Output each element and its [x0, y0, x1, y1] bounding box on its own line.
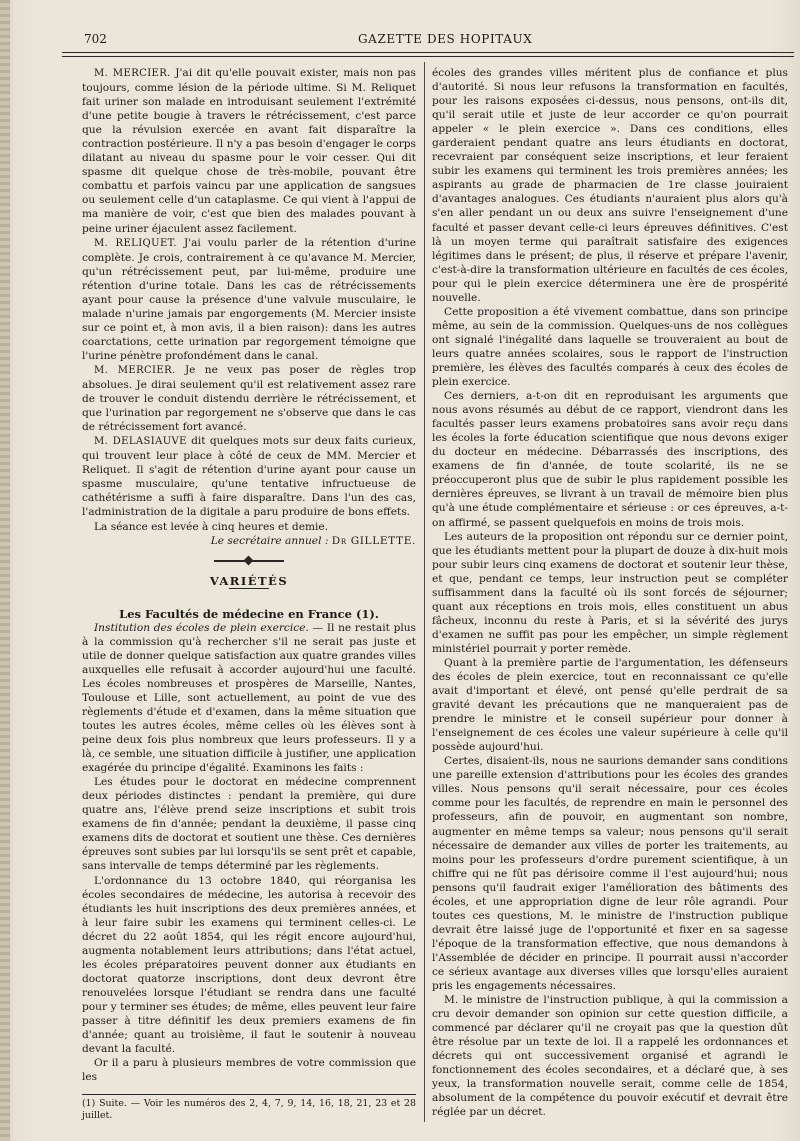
signature-name: Dr GILLETTE.	[331, 534, 416, 547]
paragraph: Les auteurs de la proposition ont répondu sur ce dernier point, que les étudiants mettent pour la plupart de douze à dix-huit mois pour subir leurs cinq examens de doctorat et soutenir leur thèse, et que, pendant ce temps, leur instruction peut se compléter suffisamment dans la faculté où ils sont forcés de séjourner; quant aux réceptions en trois mois, elles constituent un abus fâcheux, inconnu du reste à Paris, et si la sévérité des jurys d'examen ne suffit pas pour les empêcher, un simple règlement ministériel pourrait y porter remède.	[432, 530, 788, 655]
paragraph-text: J'ai dit qu'elle pouvait exister, mais non pas toujours, comme lésion de la période ultime. Si M. Reliquet fait uriner son malade en introduisant seulement l'extrémité d'une petite bougie à travers le rétrécissement, c'est parce que la révulsion exercée en avant fait disparaître la contraction postérieure. Il n'y a pas besoin d'engager le corps dilatant au niveau du spasme pour le voir cesser. Qui dit spasme dit quelque chose de très-mobile, pouvant être combattu et parfois vaincu par une application de sangsues ou seulement celle d'un cataplasme. Ce qui vient à l'appui de ma manière de voir, c'est que bien des malades pouvant à peine uriner éjaculent assez facilement.	[82, 67, 416, 235]
paragraph-text: Je ne veux pas poser de règles trop absolues. Je dirai seulement qu'il est relativement assez rare de trouver le conduit distendu derrière le rétrécissement, et que l'urination par regorgement ne s'observe que dans le cas de rétrécissement fort avancé.	[82, 363, 416, 434]
paragraph	[82, 363, 416, 434]
paragraph: Or il a paru à plusieurs membres de votre commission que les	[82, 1057, 416, 1084]
page-binding-edge	[0, 0, 10, 1141]
left-column	[82, 66, 416, 1122]
footnote-rule	[82, 1094, 416, 1095]
section-title: VARIÉTÉS	[209, 573, 289, 588]
paragraph	[82, 434, 416, 519]
closing-line: La séance est levée à cinq heures et demie.	[94, 520, 329, 533]
paragraph: Cette proposition a été vivement combattue, dans son principe même, au sein de la commission. Quelques-uns de nos collègues ont signalé l'inégalité dans laquelle se trouveraient au bout de leurs quatre années scolaires, sous le rapport de l'instruction première, les élèves des facultés comparés à ceux des écoles de plein exercice.	[432, 305, 788, 389]
paragraph: Les études pour le doctorat en médecine comprennent deux périodes distinctes : pendant la première, qui dure quatre ans, l'élève prend seize inscriptions et subit trois examens de fin d'année; pendant la deuxième, il passe cinq examens dits de doctorat et soutient une thèse. Ces dernières épreuves sont subies par lui lorsqu'ils se sent prêt et capable, sans intervalle de temps déterminé par les règlements.	[82, 776, 416, 873]
ornament-divider	[214, 558, 284, 564]
paragraph-text: J'ai voulu parler de la rétention d'urine complète. Je crois, contrairement à ce qu'avance M. Mercier, qu'un rétrécissement peut, par lui-même, produire une rétention d'urine totale. Dans les cas de rétrécissements ayant pour cause la présence d'une valvule musculaire, le malade n'urine jamais par engorgements (M. Mercier insiste sur ce point et, à mon avis, il a bien raison): dans les autres coarctations, cette urination par regorgement témoigne que l'urine pénètre profondément dans le canal.	[82, 236, 416, 362]
paragraph: M. le ministre de l'instruction publique, à qui la commission a cru devoir demander son opinion sur cette question difficile, a commencé par déclarer qu'il ne croyait pas que la question dût être résolue par un texte de loi. Il a rappelé les ordonnances et décrets qui ont successivement organisé et agrandi le fonctionnement des écoles secondaires, et a déclaré que, à ses yeux, la transformation nouvelle serait, comme celle de 1854, absolument de la compétence du pouvoir exécutif et devrait être réglée par un décret.	[432, 994, 788, 1119]
speaker-name: M. RELIQUET.	[94, 237, 177, 249]
speaker-name: M. DELASIAUVE	[94, 436, 187, 448]
paragraph: Quant à la première partie de l'argumentation, les défenseurs des écoles de plein exercice, tout en reconnaissant ce qu'elle avait d'important et élevé, ont pensé qu'elle perdrait de sa gravité devant les précautions que ne manqueraient pas de prendre le ministre et le conseil supérieur pour donner à l'enseignement de ces écoles une valeur supérieure à celle qu'il possède aujourd'hui.	[432, 656, 788, 754]
paragraph	[82, 236, 416, 363]
page-header	[62, 26, 794, 48]
paragraph	[82, 66, 416, 236]
paragraph	[82, 621, 416, 776]
paragraph: L'ordonnance du 13 octobre 1840, qui réorganisa les écoles secondaires de médecine, les autorisa à recevoir des étudiants les huit inscriptions des deux premières années, et à leur faire subir les examens qui terminent celles-ci. Le décret du 22 août 1854, qui les régit encore aujourd'hui, augmenta notablement leurs attributions; dans l'état actuel, les écoles préparatoires peuvent donner aux étudiants en doctorat quatorze inscriptions, dont deux devront être renouvelées lorsque l'étudiant se rendra dans une faculté pour y terminer ses études; de même, elles peuvent leur faire passer à titre définitif les deux premiers examens de fin d'année; quant au troisième, il faut le soutenir à nouveau devant la faculté.	[82, 874, 416, 1056]
section-rule	[229, 588, 269, 589]
journal-title: GAZETTE DES HOPITAUX	[358, 32, 533, 46]
speaker-name: M. MERCIER.	[94, 68, 171, 79]
paragraph: Certes, disaient-ils, nous ne saurions demander sans conditions une pareille extension d'attributions pour les écoles des grandes villes. Nous pensons qu'il serait nécessaire, pour ces écoles comme pour les facultés, de reprendre en main le personnel des professeurs, afin de pouvoir, en augmentant son nombre, augmenter en même temps sa valeur; nous pensons qu'il serait nécessaire de demander aux villes de porter les traitements, au moins pour les professeurs d'ordre purement scientifique, à un chiffre qui ne fût pas dérisoire comme il l'est aujourd'hui; nous pensons qu'il faudrait exiger l'amélioration des bâtiments des écoles, et une appropriation digne de leur rôle agrandi. Pour toutes ces questions, M. le ministre de l'instruction publique devrait être laissé juge de l'opportunité et fixer en sa sagesse l'époque de la transformation effective, que nous demandons à l'Assemblée de décider en principe. Il pourrait aussi n'accorder ce sérieux avantage aux diverses villes que lorsqu'elles auraient pris les engagements nécessaires.	[432, 755, 788, 993]
paragraph-text: dit quelques mots sur deux faits curieux, qui trouvent leur place à côté de ceux de MM. Mercier et Reliquet. Il s'agit de rétention d'urine ayant pour cause un spasme musculaire, qu'une tentative infructueuse de cathétérisme a suffi à faire disparaître. Dans l'un des cas, l'administration de la digitale a paru produire de bons effets.	[82, 435, 417, 519]
paragraph-lead: Institution des écoles de plein exercice. —	[94, 621, 324, 634]
speaker-name: M. MERCIER.	[94, 364, 176, 376]
footnote: (1) Suite. — Voir les numéros des 2, 4, 7, 9, 14, 16, 18, 21, 23 et 28 juillet.	[82, 1098, 416, 1122]
paragraph: écoles des grandes villes méritent plus de confiance et plus d'autorité. Si nous leur refusons la transformation en facultés, pour les raisons exposées ci-dessus, nous pensons, ont-ils dit, qu'il serait utile et juste de leur accorder ce qu'on pourrait appeler « le plein exercice ». Dans ces conditions, elles garderaient pendant quatre ans leurs étudiants en doctorat, recevraient par conséquent seize inscriptions, et leur feraient subir les examens qui terminent les trois premières années; les aspirants au grade de pharmacien de 1re classe jouiraient d'avantages analogues. Ces étudiants n'auraient plus alors qu'à s'en aller pendant un ou deux ans suivre l'enseignement d'une faculté et passer devant celle-ci leurs épreuves définitives. C'est là un moyen terme qui paraîtrait satisfaire des exigences légitimes dans le présent; de plus, il réserve et prépare l'avenir, c'est-à-dire la transformation ultérieure en facultés de ces écoles, pour qui le plein exercice déterminera une ère de prospérité nouvelle.	[432, 67, 788, 304]
signature-role: Le secrétaire annuel :	[210, 534, 329, 547]
header-rule	[62, 52, 794, 57]
article-title: Les Facultés de médecine en France (1).	[119, 606, 379, 621]
paragraph: Ces derniers, a-t-on dit en reproduisant les arguments que nous avons résumés au début de ce rapport, viendront dans les facultés passer leurs examens probatoires sans avoir reçu dans les écoles la forte éducation scientifique que nous devons exiger du docteur en médecine. Débarrassés des inscriptions, des examens de fin d'année, de toute scolarité, ils ne se préoccuperont plus que de subir le plus rapidement possible les dernières épreuves, se livrant à un travail de mémoire bien plus qu'à une étude complémentaire et sérieuse : or ces épreuves, a-t-on affirmé, se passent quelquefois en moins de trois mois.	[432, 390, 788, 529]
page-number: 702	[84, 32, 107, 46]
paragraph-text: Il ne restait plus à la commission qu'à rechercher s'il ne serait pas juste et utile de donner quelque satisfaction aux quatre grandes villes auxquelles elle refusait à accorder aujourd'hui une faculté. Les écoles nombreuses et prospères de Marseille, Nantes, Toulouse et Lille, sont actuellement, au point de vue des règlements d'étude et d'examen, dans la même situation que toutes les autres écoles, même celles où les élèves sont à peine deux fois plus nombreux que leurs professeurs. Il y a là, ce semble, une situation difficile à justifier, une application exagérée du principe d'égalité. Examinons les faits :	[82, 621, 416, 775]
right-column	[432, 66, 788, 1120]
column-divider	[424, 62, 425, 1122]
signature	[82, 534, 416, 548]
